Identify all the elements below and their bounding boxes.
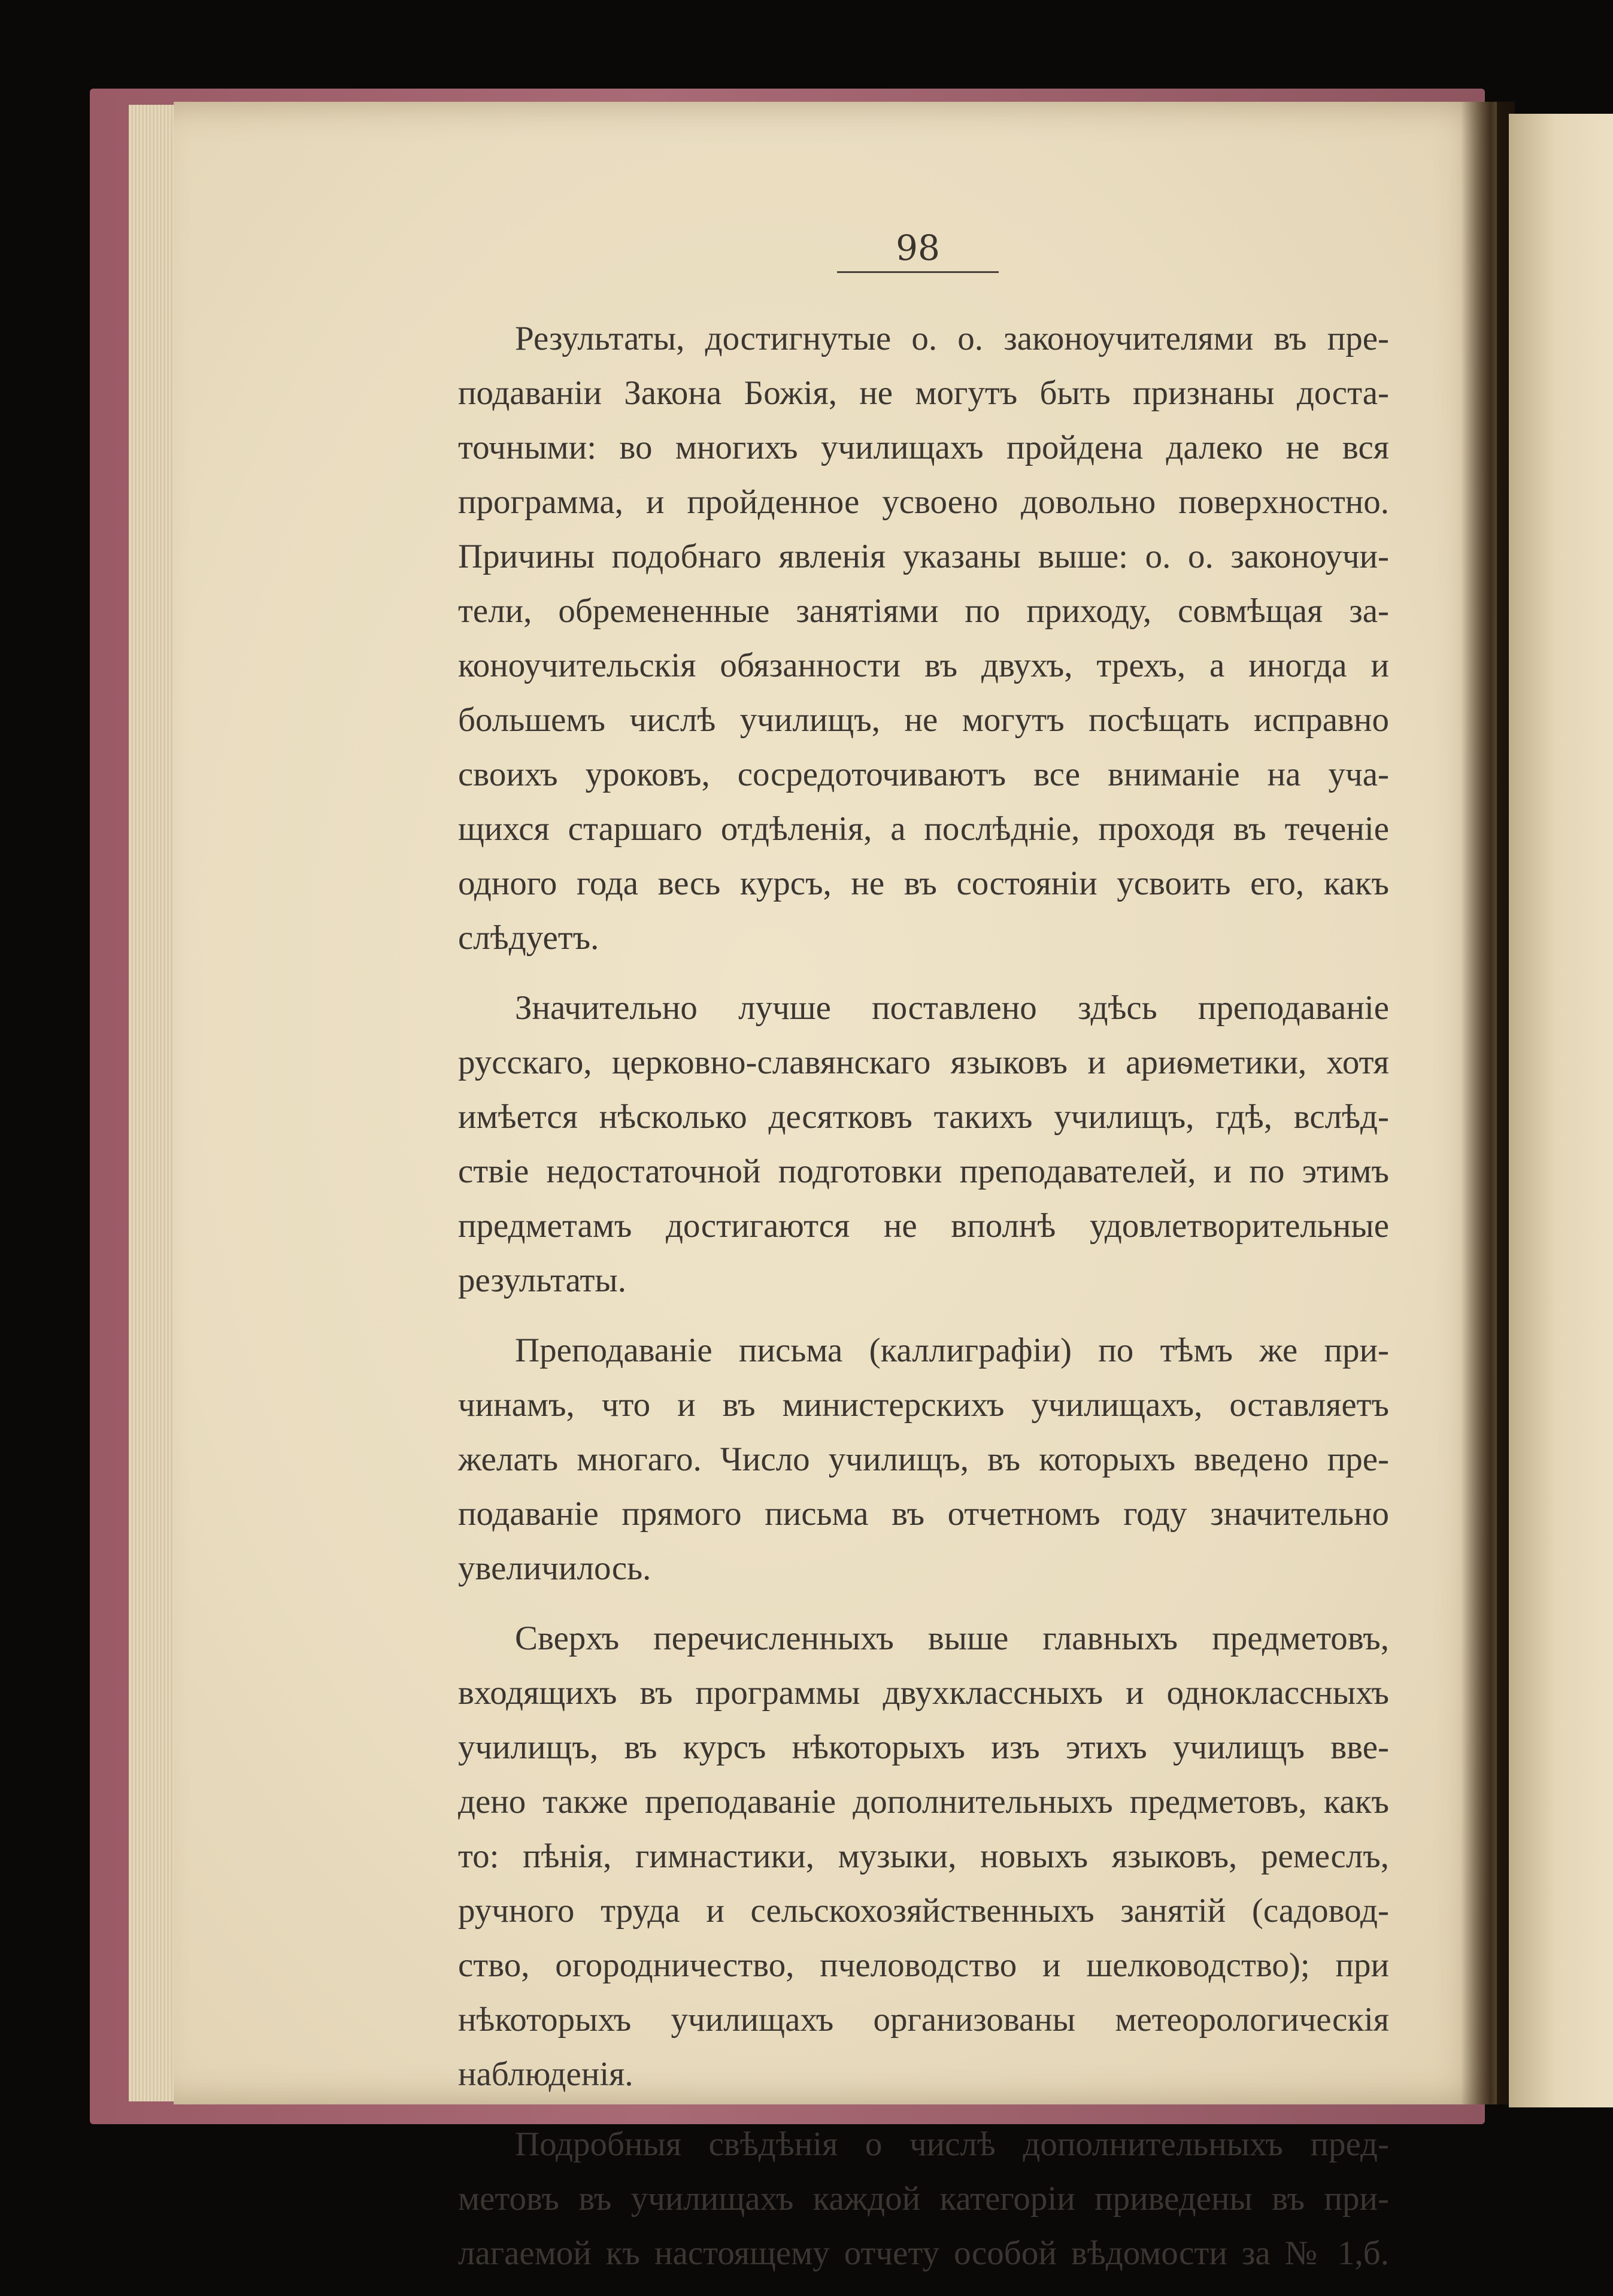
text-line: дено также преподаванiе дополнительныхъ предметовъ, какъ xyxy=(458,1783,1389,1821)
text-line: наблюденiя. xyxy=(458,2055,633,2093)
text-line: увеличилось. xyxy=(458,1549,651,1587)
text-line: большемъ числѣ училищъ, не могутъ посѣщать исправно xyxy=(458,701,1389,739)
text-line: Причины подобнаго явленiя указаны выше: о. о. законоучи- xyxy=(458,538,1389,575)
page-number: 98 xyxy=(837,230,999,273)
text-line: Преподаванiе письма (каллиграфiи) по тѣмъ же при- xyxy=(515,1332,1389,1369)
text-line: метовъ въ училищахъ каждой категорiи приведены въ при- xyxy=(458,2180,1389,2218)
paragraph-5 xyxy=(458,2117,1389,2280)
text-line: желать многаго. Число училищъ, въ которыхъ введено пре- xyxy=(458,1440,1389,1478)
text-line: щихся старшаго отдѣленiя, а послѣднiе, проходя въ теченiе xyxy=(458,810,1389,848)
text-line: своихъ уроковъ, сосредоточиваютъ все вниманiе на уча- xyxy=(458,756,1389,793)
text-line: ствiе недостаточной подготовки преподавателей, и по этимъ xyxy=(458,1152,1389,1190)
text-line: ручного труда и сельскохозяйственныхъ занятiй (садовод- xyxy=(458,1892,1389,1930)
text-line: Подробныя свѣдѣнiя о числѣ дополнительныхъ пред- xyxy=(515,2125,1389,2163)
text-line: чинамъ, что и въ министерскихъ училищахъ, оставляетъ xyxy=(458,1386,1389,1424)
text-line: Результаты, достигнутые о. о. законоучителями въ пре- xyxy=(515,320,1389,357)
paragraph-3 xyxy=(458,1323,1389,1596)
text-line: слѣдуетъ. xyxy=(458,919,599,957)
text-line: лагаемой къ настоящему отчету особой вѣдомости за № 1,б. xyxy=(458,2234,1389,2272)
paragraph-1 xyxy=(458,311,1389,965)
text-line: предметамъ достигаются не вполнѣ удовлетворительные xyxy=(458,1207,1389,1245)
paragraph-4 xyxy=(458,1611,1389,2101)
text-line: ство, огородничество, пчеловодство и шелководство); при xyxy=(458,1946,1389,1984)
body-text xyxy=(458,311,1389,2296)
text-line: училищъ, въ курсъ нѣкоторыхъ изъ этихъ училищъ вве- xyxy=(458,1728,1389,1766)
text-line: результаты. xyxy=(458,1261,626,1299)
text-line: тели, обремененные занятiями по приходу, совмѣщая за- xyxy=(458,592,1389,630)
text-line: подаванiе прямого письма въ отчетномъ году значительно xyxy=(458,1495,1389,1533)
text-line: то: пѣнiя, гимнастики, музыки, новыхъ языковъ, ремеслъ, xyxy=(458,1837,1389,1875)
text-line: коноучительскiя обязанности въ двухъ, трехъ, а иногда и xyxy=(458,647,1389,684)
text-line: нѣкоторыхъ училищахъ организованы метеорологическiя xyxy=(458,2001,1389,2039)
text-line: точными: во многихъ училищахъ пройдена далеко не вся xyxy=(458,429,1389,466)
text-line: Значительно лучше поставлено здѣсь преподаванiе xyxy=(515,989,1389,1027)
text-line: программа, и пройденное усвоено довольно поверхностно. xyxy=(458,483,1389,521)
text-line: имѣется нѣсколько десятковъ такихъ училищъ, гдѣ, вслѣд- xyxy=(458,1098,1389,1136)
paragraph-2 xyxy=(458,981,1389,1308)
text-line: русскаго, церковно-славянскаго языковъ и ариѳметики, хотя xyxy=(458,1044,1389,1081)
text-line: входящихъ въ программы двухклассныхъ и одноклассныхъ xyxy=(458,1674,1389,1712)
facing-page xyxy=(1509,114,1613,2107)
text-line: одного года весь курсъ, не въ состоянiи усвоить его, какъ xyxy=(458,865,1389,902)
text-line: подаванiи Закона Божiя, не могутъ быть признаны доста- xyxy=(458,374,1389,412)
page-gutter-shadow xyxy=(1461,102,1515,2104)
text-line: Сверхъ перечисленныхъ выше главныхъ предметовъ, xyxy=(515,1619,1389,1657)
